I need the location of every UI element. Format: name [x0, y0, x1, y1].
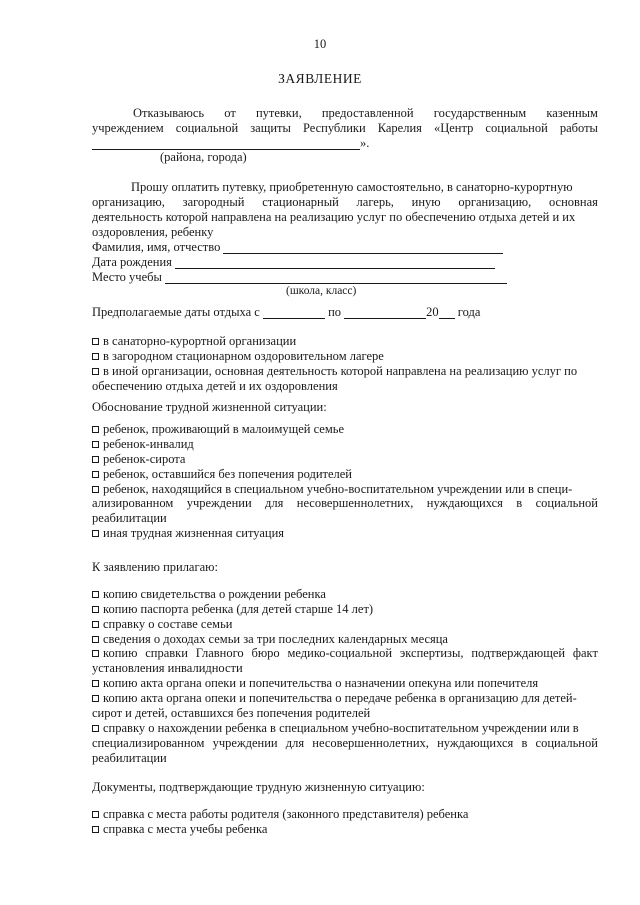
attachment-institution-certificate-line-2: специализированном учреждении для несовершеннолетних, нуждающихся в социальной: [92, 736, 598, 750]
placement-option-other[interactable]: в иной организации, основная деятельность которой направлена на реализацию услуг по: [92, 364, 577, 378]
attachment-family-composition[interactable]: справку о составе семьи: [92, 617, 232, 631]
checkbox[interactable]: [92, 471, 99, 478]
situation-option-disabled[interactable]: ребенок-инвалид: [92, 437, 194, 451]
attachment-income[interactable]: сведения о доходах семьи за три последних календарных месяца: [92, 632, 448, 646]
situation-option-special-institution[interactable]: ребенок, находящийся в специальном учебно-воспитательном учреждении или в специ-: [92, 482, 572, 496]
year-field[interactable]: [439, 307, 455, 319]
attachment-disability-certificate[interactable]: копию справки Главного бюро медико-социальной экспертизы, подтверждающей факт: [92, 646, 598, 660]
situation-option-orphan[interactable]: ребенок-сирота: [92, 452, 185, 466]
date-to-field[interactable]: [344, 307, 426, 319]
fio-row: Фамилия, имя, отчество: [92, 240, 503, 254]
checkbox[interactable]: [92, 621, 99, 628]
checkbox[interactable]: [92, 426, 99, 433]
date-from-field[interactable]: [263, 307, 325, 319]
situation-option-no-care[interactable]: ребенок, оставшийся без попечения родителей: [92, 467, 352, 481]
checkbox[interactable]: [92, 456, 99, 463]
district-blank[interactable]: [92, 138, 360, 150]
request-line-4: оздоровления, ребенку: [92, 225, 214, 239]
refusal-line-3: ».: [92, 136, 369, 150]
attachment-guardian-act[interactable]: копию акта органа опеки и попечительства о назначении опекуна или попечителя: [92, 676, 538, 690]
checkbox[interactable]: [92, 650, 99, 657]
request-line-2: организацию, загородный стационарный лагерь, иную организацию, основная: [92, 195, 598, 209]
checkbox[interactable]: [92, 811, 99, 818]
situation-option-low-income[interactable]: ребенок, проживающий в малоимущей семье: [92, 422, 344, 436]
study-caption: (школа, класс): [286, 285, 357, 297]
checkbox[interactable]: [92, 725, 99, 732]
checkbox[interactable]: [92, 636, 99, 643]
attachment-disability-certificate-line-2: установления инвалидности: [92, 661, 243, 675]
fio-field[interactable]: [223, 242, 503, 254]
attachment-institution-certificate-line-3: реабилитации: [92, 751, 167, 765]
refusal-line-2: учреждением социальной защиты Республики Карелия «Центр социальной работы: [92, 121, 598, 135]
attachment-transfer-act[interactable]: копию акта органа опеки и попечительства о передаче ребенка в организацию для детей-: [92, 691, 577, 705]
study-row: Место учебы: [92, 270, 507, 284]
district-caption: (района, города): [160, 150, 247, 164]
attachment-institution-certificate[interactable]: справку о нахождении ребенка в специальном учебно-воспитательном учреждении или в: [92, 721, 579, 735]
placement-option-sanatorium[interactable]: в санаторно-курортной организации: [92, 334, 296, 348]
attachment-passport[interactable]: копию паспорта ребенка (для детей старше 14 лет): [92, 602, 373, 616]
checkbox[interactable]: [92, 353, 99, 360]
situation-option-other[interactable]: иная трудная жизненная ситуация: [92, 526, 284, 540]
checkbox[interactable]: [92, 441, 99, 448]
attachment-birth-certificate[interactable]: копию свидетельства о рождении ребенка: [92, 587, 326, 601]
situation-option-special-institution-line-3: реабилитации: [92, 511, 167, 525]
checkbox[interactable]: [92, 695, 99, 702]
placement-option-other-cont: обеспечению отдыха детей и их оздоровления: [92, 379, 338, 393]
placement-option-camp[interactable]: в загородном стационарном оздоровительном лагере: [92, 349, 384, 363]
documents-heading: Документы, подтверждающие трудную жизненную ситуацию:: [92, 780, 425, 794]
checkbox[interactable]: [92, 530, 99, 537]
situation-heading: Обоснование трудной жизненной ситуации:: [92, 400, 327, 414]
checkbox[interactable]: [92, 606, 99, 613]
checkbox[interactable]: [92, 338, 99, 345]
study-field[interactable]: [165, 272, 507, 284]
dates-row: Предполагаемые даты отдыха с по 20 года: [92, 305, 481, 319]
document-parent-work-certificate[interactable]: справка с места работы родителя (законного представителя) ребенка: [92, 807, 468, 821]
dob-row: Дата рождения: [92, 255, 495, 269]
page-title: ЗАЯВЛЕНИЕ: [278, 71, 362, 86]
document-study-certificate[interactable]: справка с места учебы ребенка: [92, 822, 267, 836]
attachment-transfer-act-line-2: сирот и детей, оставшихся без попечения родителей: [92, 706, 371, 720]
checkbox[interactable]: [92, 826, 99, 833]
checkbox[interactable]: [92, 486, 99, 493]
request-line-1: Прошу оплатить путевку, приобретенную самостоятельно, в санаторно-курортную: [131, 180, 573, 194]
situation-option-special-institution-line-2: ализированном учреждении для несовершеннолетних, нуждающихся в социальной: [92, 496, 598, 510]
request-line-3: деятельность которой направлена на реализацию услуг по обеспечению отдыха детей и их: [92, 210, 576, 224]
page-number: 10: [313, 37, 327, 51]
checkbox[interactable]: [92, 368, 99, 375]
checkbox[interactable]: [92, 591, 99, 598]
dob-field[interactable]: [175, 257, 495, 269]
checkbox[interactable]: [92, 680, 99, 687]
refusal-line-1: Отказываюсь от путевки, предоставленной государственным казенным: [133, 106, 598, 120]
attachments-heading: К заявлению прилагаю:: [92, 560, 218, 574]
